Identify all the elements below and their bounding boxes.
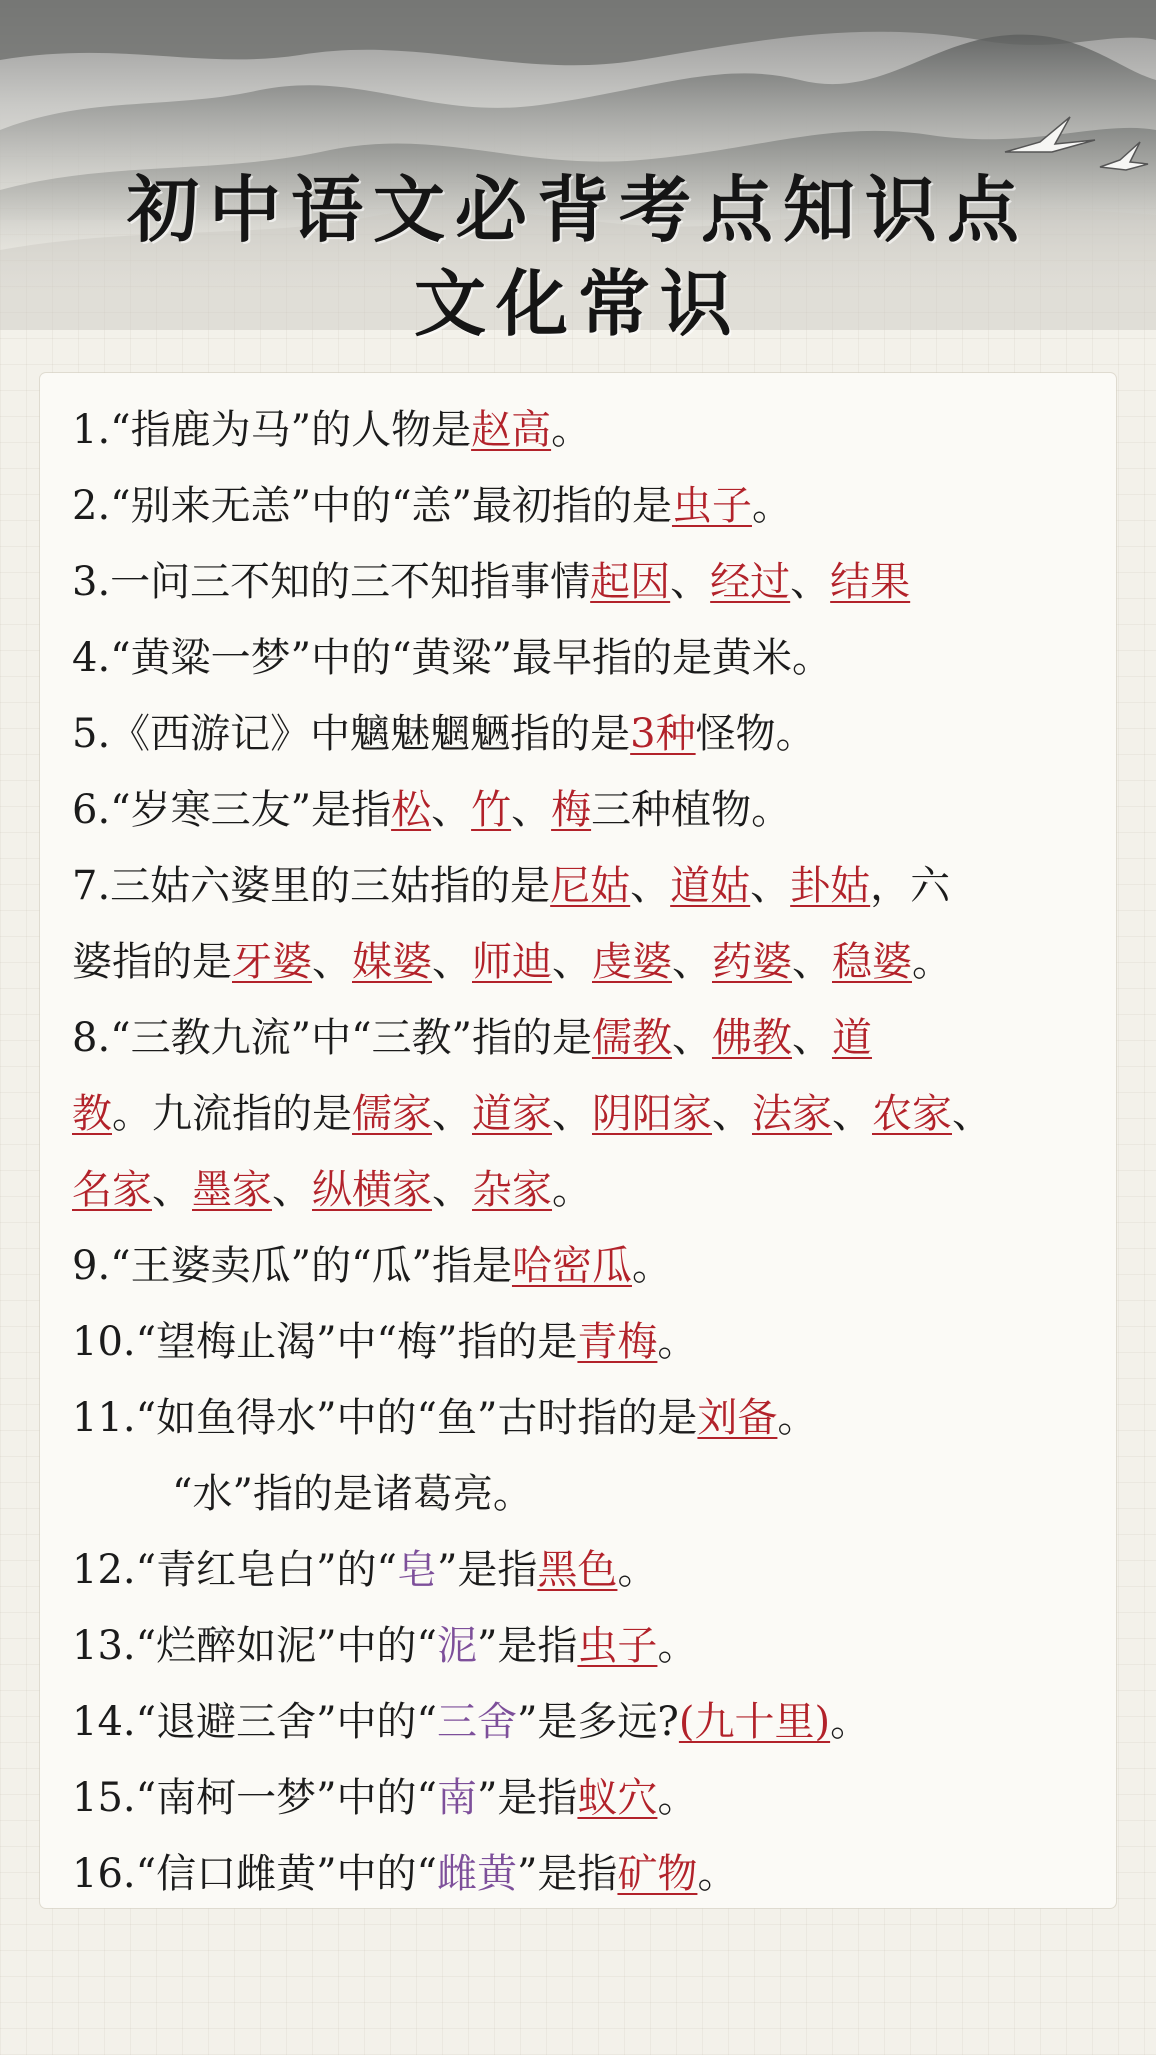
answer: 纵横家 [312,1167,432,1213]
answer: 哈密瓜 [511,1243,632,1289]
answer: 媒婆 [352,939,432,985]
list-item: 13.“烂醉如泥”中的“泥”是指虫子。 [72,1623,698,1669]
list-item: 4.“黄粱一梦”中的“黄粱”最早指的是黄米。 [72,635,832,681]
list-item-continuation: “水”指的是诸葛亮。 [172,1471,533,1517]
list-item-continuation: 教。九流指的是儒家、道家、阴阳家、法家、农家、 [72,1091,992,1137]
answer: 尼姑 [550,863,631,909]
keyword: 雌黄 [436,1851,517,1897]
answer: 阴阳家 [592,1091,712,1137]
list-item: 9.“王婆卖瓜”的“瓜”指是哈密瓜。 [72,1243,672,1289]
keyword: 南 [436,1775,477,1821]
answer: 虫子 [671,483,752,529]
answer: 稳婆 [832,939,912,985]
keyword: 三舍 [436,1699,517,1745]
answer: 农家 [872,1091,952,1137]
list-item: 7.三姑六婆里的三姑指的是尼姑、道姑、卦姑，六 [72,863,951,909]
list-item: 15.“南柯一梦”中的“南”是指蚁穴。 [72,1775,698,1821]
list-item-continuation: 婆指的是牙婆、媒婆、师迪、虔婆、药婆、稳婆。 [72,939,952,985]
list-item: 6.“岁寒三友”是指松、竹、梅三种植物。 [72,787,792,833]
page-title: 初中语文必背考点知识点 [126,168,1029,252]
list-item: 3.一问三不知的三不知指事情起因、经过、结果 [72,559,911,605]
keyword: 皂 [396,1547,437,1593]
answer: 道 [831,1015,872,1061]
keyword: 泥 [436,1623,477,1669]
answer: 矿物 [617,1851,698,1897]
header-banner [0,0,1156,370]
answer: 黑色 [537,1547,618,1593]
answer: 道家 [472,1091,552,1137]
answer: 道姑 [670,863,751,909]
page-subtitle: 文化常识 [413,262,742,346]
answer: 法家 [752,1091,832,1137]
answer: 药婆 [712,939,792,985]
list-item: 11.“如鱼得水”中的“鱼”古时指的是刘备。 [72,1395,818,1441]
list-item: 5.《西游记》中魑魅魍魉指的是3种怪物。 [72,711,816,757]
list-item: 10.“望梅止渴”中“梅”指的是青梅。 [72,1319,698,1365]
answer: 竹 [471,787,512,833]
answer: 3种 [630,711,696,757]
answer: 起因 [590,559,671,605]
answer: 松 [391,787,432,833]
answer: 赵高 [471,407,552,453]
answer: 师迪 [472,939,552,985]
list-item: 12.“青红皂白”的“皂”是指黑色。 [72,1547,658,1593]
list-item: 2.“别来无恙”中的“恙”最初指的是虫子。 [72,483,792,529]
answer: 经过 [710,559,791,605]
answer: 儒教 [591,1015,672,1061]
answer: 青梅 [577,1319,658,1365]
answer: 虫子 [577,1623,658,1669]
answer: 卦姑 [790,863,871,909]
answer: 佛教 [711,1015,792,1061]
answer: 结果 [830,559,911,605]
answer: 牙婆 [232,939,312,985]
list-item: 16.“信口雌黄”中的“雌黄”是指矿物。 [72,1851,738,1897]
answer: 刘备 [697,1395,778,1441]
answer: 虔婆 [592,939,672,985]
answer: 墨家 [192,1167,272,1213]
list-item: 1.“指鹿为马”的人物是赵高。 [72,407,592,453]
answer: 儒家 [352,1091,432,1137]
list-item: 14.“退避三舍”中的“三舍”是多远?(九十里)。 [72,1699,871,1745]
answer: 蚁穴 [577,1775,658,1821]
list-item-continuation: 名家、墨家、纵横家、杂家。 [72,1167,592,1213]
answer: 杂家 [472,1167,552,1213]
answer: 名家 [72,1167,152,1213]
answer: (九十里) [678,1699,831,1745]
answer: 梅 [551,787,592,833]
answer: 教 [72,1091,112,1137]
list-item: 8.“三教九流”中“三教”指的是儒教、佛教、道 [72,1015,872,1061]
